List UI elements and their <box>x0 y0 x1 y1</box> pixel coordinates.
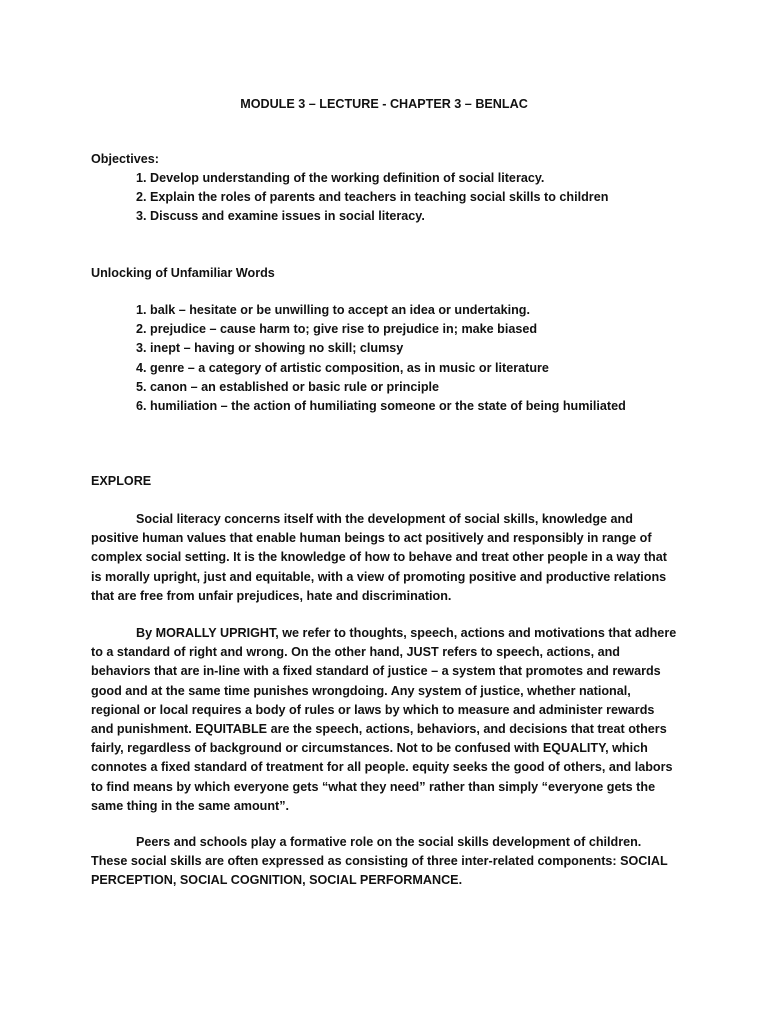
vocabulary-list <box>136 301 696 416</box>
vocabulary-item: 3. inept – having or showing no skill; clumsy <box>136 341 404 356</box>
vocabulary-item: 2. prejudice – cause harm to; give rise to prejudice in; make biased <box>136 322 538 337</box>
objective-item: 1. Develop understanding of the working definition of social literacy. <box>136 171 545 185</box>
objectives-heading: Objectives: <box>91 152 159 166</box>
objective-item: 3. Discuss and examine issues in social literacy. <box>136 209 425 224</box>
vocabulary-item: 1. balk – hesitate or be unwilling to accept an idea or undertaking. <box>136 303 530 317</box>
objectives-list <box>136 169 696 227</box>
unlocking-heading: Unlocking of Unfamiliar Words <box>91 266 275 280</box>
explore-paragraph-3: Peers and schools play a formative role on the social skills development of children. These social skills are often expressed as consisting of three inter-related components: SOCIAL PERCEPTION, SOCIAL COGNITION, SOCIAL PERFORMANCE. <box>91 835 668 888</box>
vocabulary-item: 6. humiliation – the action of humiliating someone or the state of being humiliated <box>136 399 626 414</box>
explore-paragraph-1: Social literacy concerns itself with the development of social skills, knowledge and positive human values that enable human beings to act positively and responsibly in range of complex social setting. It is the knowledge of how to behave and treat other people in a way that is morally upright, just and equitable, with a view of promoting positive and productive relations that are free from unfair prejudices, hate and discrimination. <box>91 512 667 603</box>
vocabulary-item: 4. genre – a category of artistic composition, as in music or literature <box>136 360 549 375</box>
objective-item: 2. Explain the roles of parents and teachers in teaching social skills to children <box>136 190 609 205</box>
vocabulary-item: 5. canon – an established or basic rule or principle <box>136 379 440 394</box>
explore-heading: EXPLORE <box>91 474 152 488</box>
explore-paragraph-2: By MORALLY UPRIGHT, we refer to thoughts, speech, actions and motivations that adhere to a standard of right and wrong. On the other hand, JUST refers to speech, actions, and behaviors that are in-line with a fixed standard of justice – a system that promotes and rewards good and at the same time punishes wrongdoing. Any system of justice, whether national, regional or local requires a body of rules or laws by which to measure and administer rewards and punishment. EQUITABLE are the speech, actions, behaviors, and decisions that treat others fairly, regardless of background or circumstances. Not to be confused with EQUALITY, which connotes a fixed standard of treatment for all people. equity seeks the good of others, and labors to find means by which everyone gets “what they need” rather than simply “everyone gets the same thing in the same amount”. <box>91 626 677 813</box>
page-title: MODULE 3 – LECTURE - CHAPTER 3 – BENLAC <box>240 97 528 111</box>
